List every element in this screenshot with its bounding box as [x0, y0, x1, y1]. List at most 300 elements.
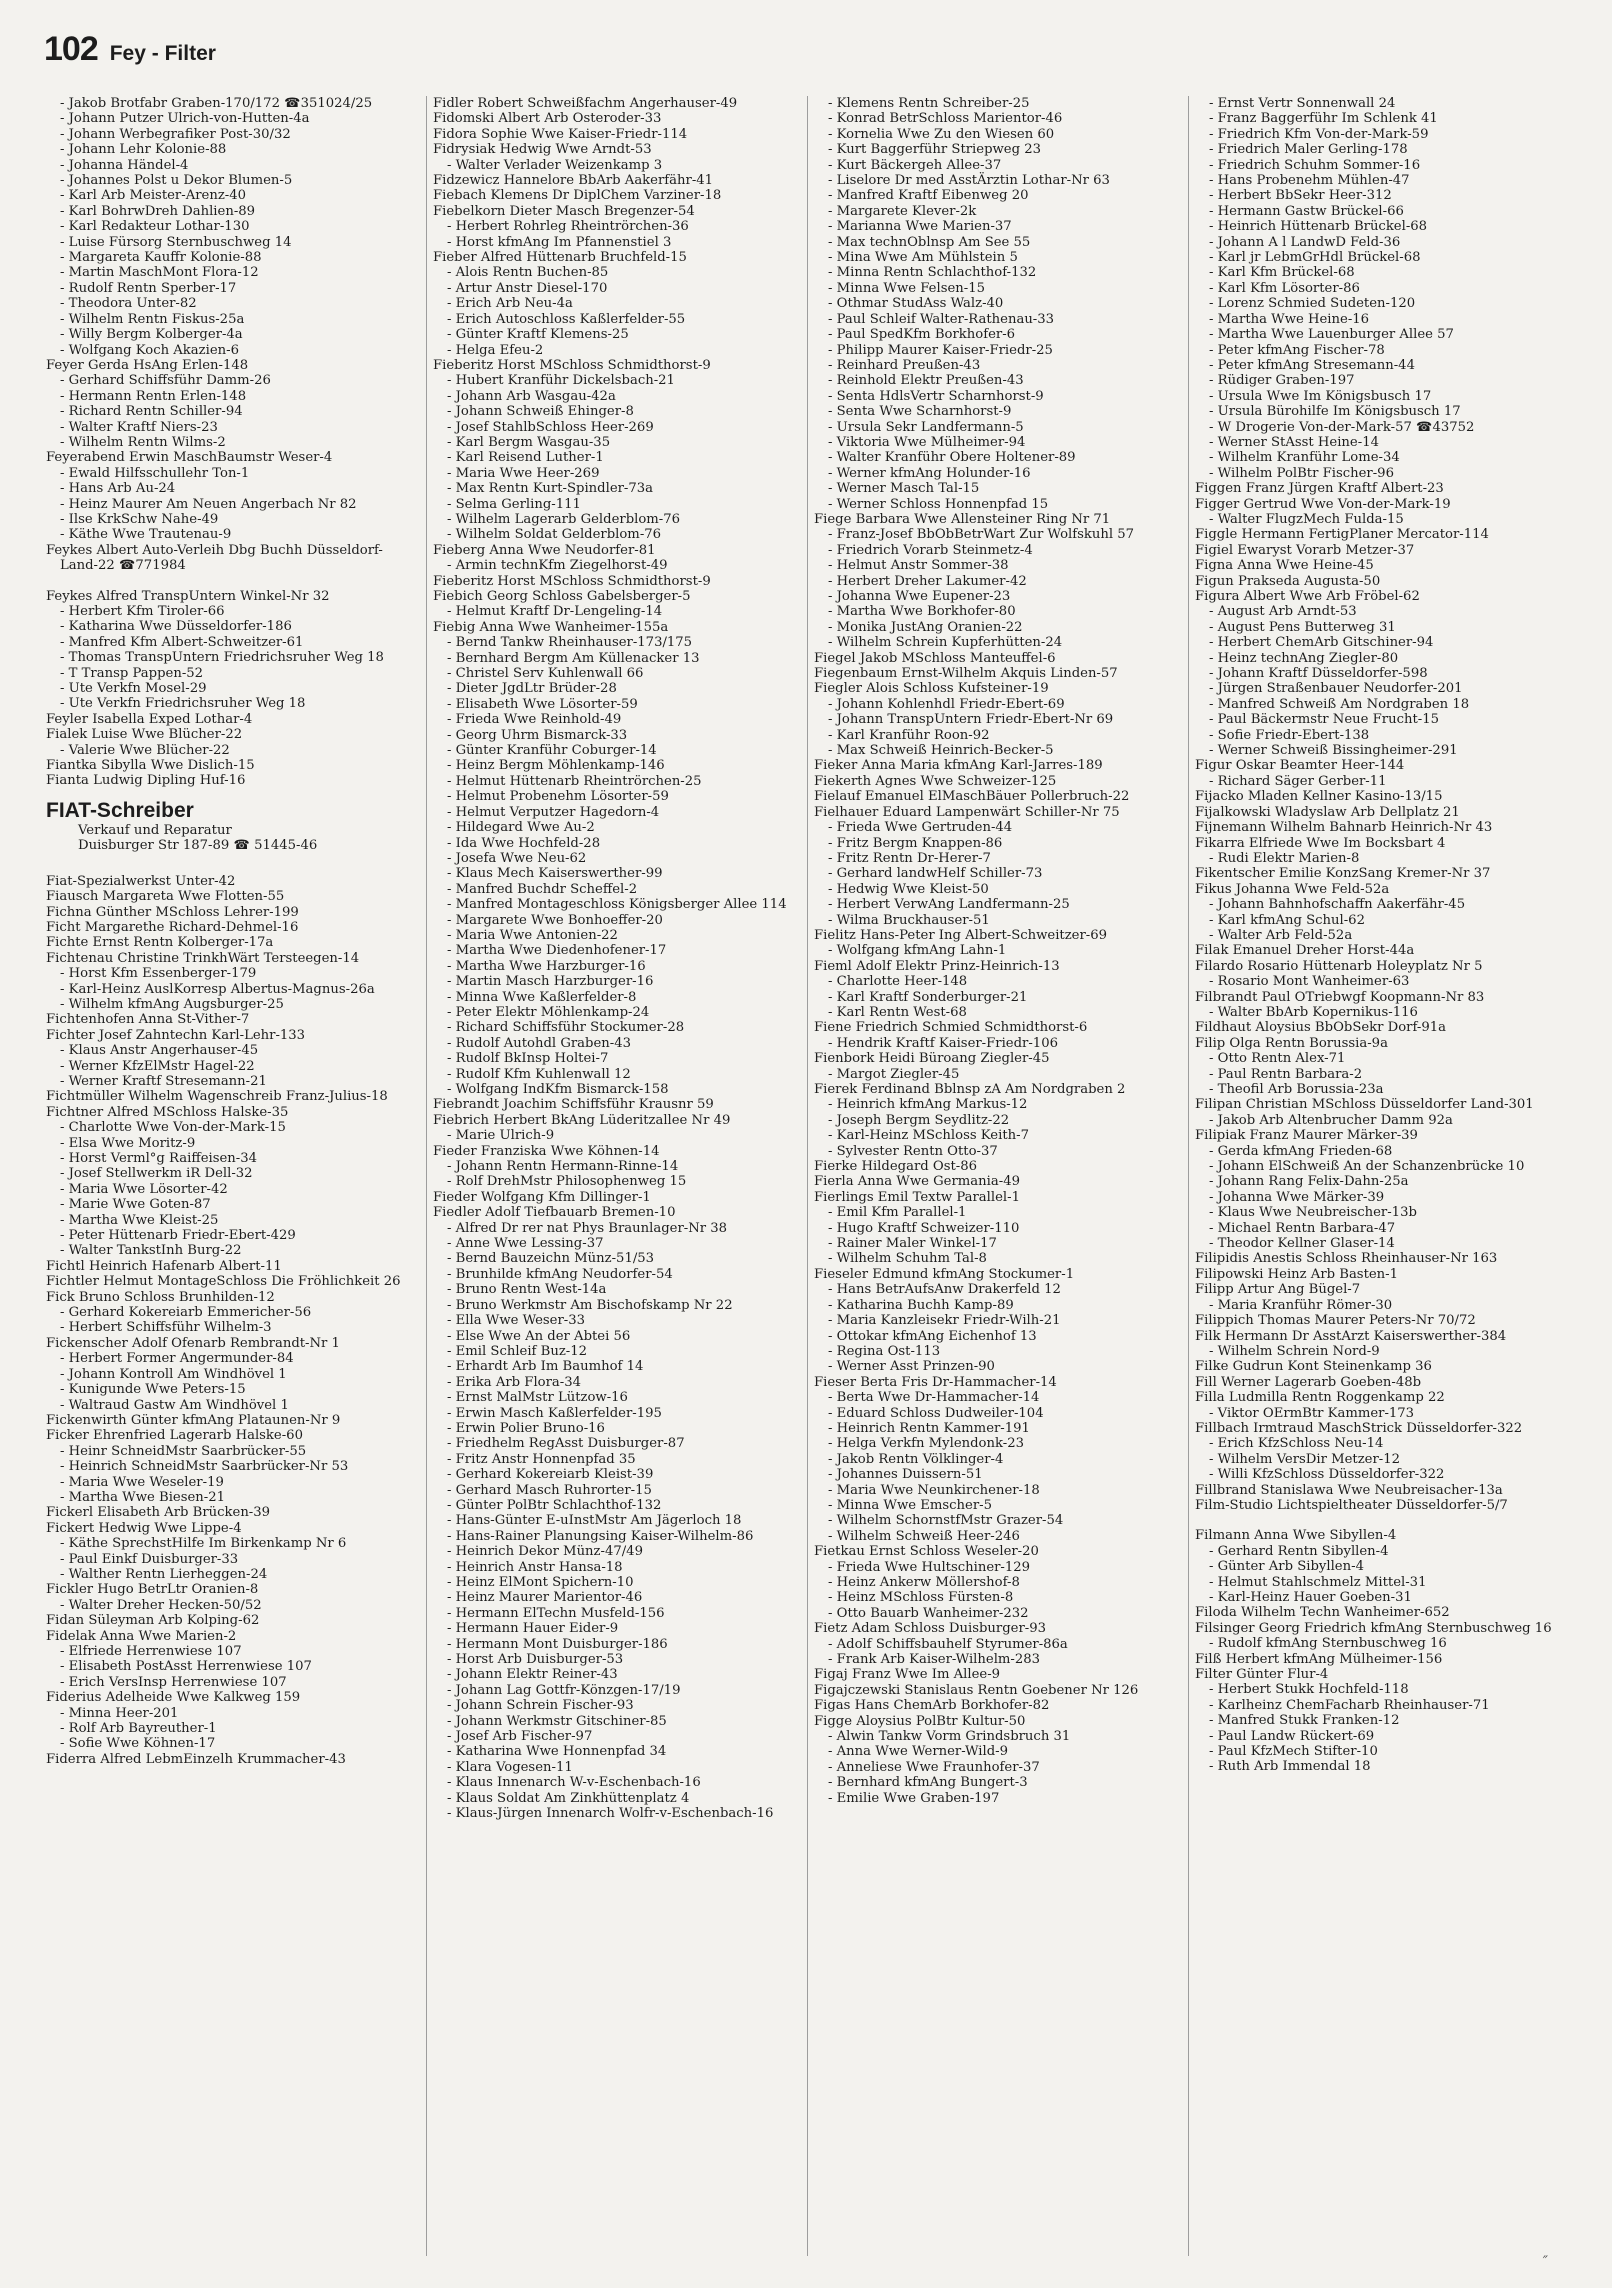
directory-entry: Fieder Franziska Wwe Köhnen-14	[433, 1143, 660, 1159]
directory-entry: Fieker Anna Maria kfmAng Karl-Jarres-189	[814, 758, 1103, 774]
directory-entry: - Erich Autoschloss Kaßlerfelder-55	[447, 311, 686, 327]
directory-entry: - Horst Verml°g Raiffeisen-34	[60, 1151, 258, 1166]
directory-entry: - Hermann Mont Duisburger-186	[447, 1636, 668, 1652]
directory-entry: Fieseler Edmund kfmAng Stockumer-1	[814, 1266, 1075, 1282]
directory-entry: - Mina Wwe Am Mühlstein 5	[828, 250, 1018, 266]
directory-entry: - Ute Verkfn Mosel-29	[60, 681, 207, 697]
directory-entry: Filla Ludmilla Rentn Roggenkamp 22	[1195, 1390, 1445, 1406]
directory-entry: Film-Studio Lichtspieltheater Düsseldorfer-5/7	[1195, 1497, 1508, 1513]
directory-entry: - Ursula Bürohilfe Im Königsbusch 17	[1209, 404, 1461, 420]
directory-entry: - Peter Elektr Möhlenkamp-24	[447, 1004, 650, 1020]
directory-entry: - Hermann ElTechn Musfeld-156	[447, 1605, 665, 1621]
directory-entry: - Rudolf Autohdl Graben-43	[447, 1035, 632, 1051]
directory-entry: - Martha Wwe Biesen-21	[60, 1489, 226, 1505]
directory-entry: - Wilhelm Schweiß Heer-246	[828, 1528, 1020, 1544]
directory-entry: - Heinz MSchloss Fürsten-8	[828, 1590, 1014, 1606]
directory-entry: - Else Wwe An der Abtei 56	[447, 1328, 631, 1344]
directory-entry: - Walther Rentn Lierheggen-24	[60, 1566, 268, 1582]
directory-entry: - Heinz Maurer Am Neuen Angerbach Nr 82	[60, 496, 357, 512]
directory-entry: - Johannes Polst u Dekor Blumen-5	[60, 173, 293, 189]
directory-entry: Fiderius Adelheide Wwe Kalkweg 159	[46, 1690, 301, 1706]
directory-entry: - Klemens Rentn Schreiber-25	[828, 96, 1030, 111]
directory-entry: - Johann Kontroll Am Windhövel 1	[60, 1366, 287, 1382]
page-header	[44, 30, 216, 74]
directory-entry: - Hans Arb Au-24	[60, 481, 176, 497]
directory-entry: - Werner Schloss Honnenpfad 15	[828, 496, 1049, 512]
corner-mark: ″	[1542, 2254, 1548, 2270]
directory-entry: - Theodor Kellner Glaser-14	[1209, 1236, 1395, 1252]
directory-entry: - Ursula Sekr Landfermann-5	[828, 419, 1024, 435]
directory-entry: - Kurt Bäckergeh Allee-37	[828, 157, 1002, 173]
directory-entry: - Martha Wwe Kleist-25	[60, 1212, 219, 1228]
directory-entry: - Gerhard Schiffsführ Damm-26	[60, 373, 271, 389]
directory-entry: - Walter Kranführ Obere Holtener-89	[828, 450, 1076, 466]
directory-entry: Fickler Hugo BetrLtr Oranien-8	[46, 1582, 259, 1598]
directory-entry: Filoda Wilhelm Techn Wanheimer-652	[1195, 1605, 1450, 1621]
directory-entry: Figna Anna Wwe Heine-45	[1195, 558, 1374, 574]
directory-entry: - Josefa Wwe Neu-62	[447, 850, 587, 866]
directory-entry: Fichna Günther MSchloss Lehrer-199	[46, 904, 299, 920]
directory-entry: - Klara Vogesen-11	[447, 1759, 573, 1775]
directory-entry: - Martha Wwe Harzburger-16	[447, 958, 646, 974]
directory-entry: Figun Prakseda Augusta-50	[1195, 573, 1381, 589]
directory-entry: - Hans BetrAufsAnw Drakerfeld 12	[828, 1282, 1061, 1298]
directory-entry: - Johanna Wwe Märker-39	[1209, 1189, 1385, 1205]
directory-entry: - Maria Wwe Antonien-22	[447, 927, 618, 943]
directory-entry: - Minna Wwe Kaßlerfelder-8	[447, 989, 637, 1005]
directory-entry: - Helmut Hüttenarb Rheintrörchen-25	[447, 773, 702, 789]
directory-entry: - Johann Lehr Kolonie-88	[60, 142, 227, 158]
directory-entry: - Anna Wwe Werner-Wild-9	[828, 1744, 1009, 1760]
directory-entry: - Elsa Wwe Moritz-9	[60, 1135, 196, 1151]
directory-entry: - Ruth Arb Immendal 18	[1209, 1759, 1371, 1775]
directory-entry: Fiebig Anna Wwe Wanheimer-155a	[433, 619, 669, 635]
directory-entry: - Hubert Kranführ Dickelsbach-21	[447, 373, 675, 389]
directory-entry: - Frieda Wwe Reinhold-49	[447, 712, 622, 728]
directory-entry: - Günter Kranführ Coburger-14	[447, 743, 657, 759]
directory-entry: Filbrandt Paul OTriebwgf Koopmann-Nr 83	[1195, 989, 1485, 1005]
directory-entry: - Rosario Mont Wanheimer-63	[1209, 974, 1410, 990]
directory-entry: - Valerie Wwe Blücher-22	[60, 742, 230, 758]
directory-entry: Feyer Gerda HsAng Erlen-148	[46, 357, 249, 373]
directory-entry: Fieberg Anna Wwe Neudorfer-81	[433, 542, 656, 558]
directory-entry: - Käthe Wwe Trautenau-9	[60, 527, 232, 543]
directory-entry: - Marie Wwe Goten-87	[60, 1197, 211, 1213]
directory-entry: - Karl jr LebmGrHdl Brückel-68	[1209, 250, 1421, 266]
directory-entry: - Martha Wwe Borkhofer-80	[828, 604, 1016, 620]
directory-entry: - Bernd Tankw Rheinhauser-173/175	[447, 635, 693, 651]
directory-entry: - Herbert Kfm Tiroler-66	[60, 604, 225, 619]
directory-entry: - Alois Rentn Buchen-85	[447, 265, 609, 281]
directory-entry: - Wilhelm Schrein Nord-9	[1209, 1343, 1380, 1359]
directory-entry: - Wilhelm Soldat Gelderblom-76	[447, 527, 662, 543]
directory-entry: - Berta Wwe Dr-Hammacher-14	[828, 1390, 1040, 1406]
directory-entry: Fielauf Emanuel ElMaschBäuer Pollerbruch-22	[814, 789, 1130, 805]
directory-entry: - Theodora Unter-82	[60, 296, 197, 312]
directory-entry: Ficker Ehrenfried Lagerarb Halske-60	[46, 1428, 303, 1444]
directory-entry: - Hermann Gastw Brückel-66	[1209, 203, 1404, 219]
directory-entry: - Emil Kfm Parallel-1	[828, 1205, 967, 1221]
directory-entry: - Brunhilde kfmAng Neudorfer-54	[447, 1266, 673, 1282]
directory-entry: - Horst kfmAng Im Pfannenstiel 3	[447, 234, 672, 250]
directory-entry: - Senta Wwe Scharnhorst-9	[828, 404, 1012, 420]
directory-entry: - Walter Dreher Hecken-50/52	[60, 1597, 262, 1613]
directory-entry: - Ute Verkfn Friedrichsruher Weg 18	[60, 696, 306, 712]
directory-entry: Fickenscher Adolf Ofenarb Rembrandt-Nr 1	[46, 1335, 340, 1351]
directory-entry: Filmann Anna Wwe Sibyllen-4	[1195, 1528, 1397, 1544]
directory-entry: - Ottokar kfmAng Eichenhof 13	[828, 1328, 1037, 1344]
directory-entry: Fiegel Jakob MSchloss Manteuffel-6	[814, 650, 1056, 666]
directory-entry: - Manfred Buchdr Scheffel-2	[447, 881, 638, 897]
directory-entry: - Fritz Anstr Honnenpfad 35	[447, 1451, 636, 1467]
directory-entry: - Margareta Kauffr Kolonie-88	[60, 250, 262, 266]
directory-entry: - Martha Wwe Lauenburger Allee 57	[1209, 327, 1454, 343]
directory-entry: - Johannes Duissern-51	[828, 1467, 983, 1483]
directory-entry: Fidzewicz Hannelore BbArb Aakerfähr-41	[433, 173, 714, 189]
directory-entry: - Armin technKfm Ziegelhorst-49	[447, 558, 668, 574]
directory-entry: Fielitz Hans-Peter Ing Albert-Schweitzer-69	[814, 927, 1108, 943]
directory-entry: - Gerhard Masch Ruhrorter-15	[447, 1482, 652, 1498]
directory-entry: - Elfriede Herrenwiese 107	[60, 1644, 242, 1659]
directory-entry: Fiedler Adolf Tiefbauarb Bremen-10	[433, 1205, 676, 1221]
directory-entry: - Martha Wwe Heine-16	[1209, 311, 1370, 327]
directory-entry: - Peter kfmAng Fischer-78	[1209, 342, 1385, 358]
directory-entry: - Käthe SprechstHilfe Im Birkenkamp Nr 6	[60, 1536, 347, 1552]
directory-entry: - Walter Arb Feld-52a	[1209, 927, 1353, 943]
directory-entry: - Karl-Heinz Hauer Goeben-31	[1209, 1590, 1412, 1605]
column-1	[46, 96, 427, 2256]
directory-entry: - Klaus Wwe Neubreischer-13b	[1209, 1205, 1417, 1221]
directory-entry: - Wolfgang Koch Akazien-6	[60, 342, 239, 358]
directory-entry: - Johann Putzer Ulrich-von-Hutten-4a	[60, 111, 310, 127]
directory-entry: - Werner Masch Tal-15	[828, 481, 980, 497]
directory-entry: Filip Olga Rentn Borussia-9a	[1195, 1035, 1388, 1051]
directory-entry: - Paul SpedKfm Borkhofer-6	[828, 327, 1016, 343]
directory-entry: - W Drogerie Von-der-Mark-57 ☎43752	[1209, 419, 1475, 435]
directory-entry: - Maria Kranführ Römer-30	[1209, 1297, 1393, 1313]
page-number: 102	[44, 30, 98, 68]
directory-entry: - Othmar StudAss Walz-40	[828, 296, 1004, 312]
directory-entry: - Karl Arb Meister-Arenz-40	[60, 188, 247, 204]
directory-entry: Fierlings Emil Textw Parallel-1	[814, 1189, 1020, 1205]
directory-entry: - Rudi Elektr Marien-8	[1209, 850, 1360, 866]
directory-entry: Fick Bruno Schloss Brunhilden-12	[46, 1289, 275, 1305]
directory-entry: - Herbert Stukk Hochfeld-118	[1209, 1682, 1409, 1698]
directory-entry: Filter Günter Flur-4	[1195, 1667, 1329, 1683]
directory-entry: - Erwin Polier Bruno-16	[447, 1420, 605, 1436]
directory-entry: - Günter PolBtr Schlachthof-132	[447, 1497, 662, 1513]
directory-entry: - Willy Bergm Kolberger-4a	[60, 327, 243, 343]
directory-entry: Fieberitz Horst MSchloss Schmidthorst-9	[433, 573, 711, 589]
directory-entry: - Wilhelm VersDir Metzer-12	[1209, 1451, 1400, 1467]
columns	[46, 96, 1572, 2256]
directory-entry: - Johann Schweiß Ehinger-8	[447, 404, 634, 420]
directory-entry: Fichtenau Christine TrinkhWärt Tersteegen-14	[46, 950, 360, 966]
directory-entry: - Werner StAsst Heine-14	[1209, 434, 1379, 450]
directory-entry: - Wolfgang IndKfm Bismarck-158	[447, 1082, 669, 1097]
directory-entry: - Luise Fürsorg Sternbuschweg 14	[60, 234, 292, 250]
directory-entry: - Klaus-Jürgen Innenarch Wolfr-v-Eschenbach-16	[447, 1806, 774, 1822]
directory-entry: - Heinz technAng Ziegler-80	[1209, 650, 1399, 666]
directory-entry: Fiebrandt Joachim Schiffsführ Krausnr 59	[433, 1097, 714, 1113]
directory-entry: Fijalkowski Wladyslaw Arb Dellplatz 21	[1195, 804, 1460, 820]
directory-entry: - Adolf Schiffsbauhelf Styrumer-86a	[828, 1636, 1068, 1652]
directory-entry: Fiebich Georg Schloss Gabelsberger-5	[433, 589, 691, 604]
directory-entry: - Josef Arb Fischer-97	[447, 1729, 593, 1745]
directory-entry: - Heinrich kfmAng Markus-12	[828, 1097, 1028, 1113]
directory-entry: - Hendrik Kraftf Kaiser-Friedr-106	[828, 1035, 1058, 1051]
directory-entry: - Richard Schiffsführ Stockumer-28	[447, 1020, 685, 1036]
directory-entry: - Viktoria Wwe Mülheimer-94	[828, 434, 1026, 450]
directory-entry: Fickert Hedwig Wwe Lippe-4	[46, 1520, 242, 1536]
directory-entry: - Max technOblnsp Am See 55	[828, 234, 1031, 250]
directory-entry: Filipan Christian MSchloss Düsseldorfer Land-301	[1195, 1097, 1534, 1113]
directory-entry: - Gerhard Kokereiarb Emmericher-56	[60, 1305, 312, 1321]
directory-entry: - Helmut Verputzer Hagedorn-4	[447, 804, 660, 820]
directory-entry: Feyerabend Erwin MaschBaumstr Weser-4	[46, 450, 333, 466]
directory-entry: - Werner Schweiß Bissingheimer-291	[1209, 743, 1458, 759]
directory-entry: Fikarra Elfriede Wwe Im Bocksbart 4	[1195, 835, 1446, 851]
directory-entry: - Sofie Wwe Köhnen-17	[60, 1736, 216, 1752]
directory-entry: Fiat-Spezialwerkst Unter-42	[46, 873, 236, 889]
directory-entry: - Paul KfzMech Stifter-10	[1209, 1744, 1378, 1760]
directory-entry: - Friedhelm RegAsst Duisburger-87	[447, 1436, 685, 1452]
directory-entry: - Karl kfmAng Schul-62	[1209, 912, 1365, 928]
directory-entry: Fiderra Alfred LebmEinzelh Krummacher-43	[46, 1751, 346, 1767]
directory-entry: - Josef Stellwerkm iR Dell-32	[60, 1166, 253, 1182]
directory-entry: - Erich KfzSchloss Neu-14	[1209, 1436, 1384, 1452]
directory-entry: - Sofie Friedr-Ebert-138	[1209, 727, 1370, 743]
directory-entry: Fickenwirth Günter kfmAng Plataunen-Nr 9	[46, 1412, 341, 1428]
directory-entry: - Jakob Rentn Völklinger-4	[828, 1451, 1004, 1467]
directory-entry: - Paul Landw Rückert-69	[1209, 1728, 1375, 1744]
directory-entry: - Eduard Schloss Dudweiler-104	[828, 1405, 1044, 1421]
directory-entry: - Karl Redakteur Lothar-130	[60, 219, 250, 235]
directory-entry: - Senta HdlsVertr Scharnhorst-9	[828, 388, 1044, 404]
directory-entry: - Hermann Hauer Eider-9	[447, 1621, 619, 1637]
directory-entry: Fieml Adolf Elektr Prinz-Heinrich-13	[814, 958, 1060, 974]
directory-entry: - Karl Reisend Luther-1	[447, 450, 604, 466]
directory-entry: Fieser Berta Fris Dr-Hammacher-14	[814, 1374, 1057, 1390]
directory-entry: Fidan Süleyman Arb Kolping-62	[46, 1613, 260, 1629]
directory-entry: - Manfred Montageschloss Königsberger Allee 114	[447, 897, 787, 913]
directory-entry: - Max Rentn Kurt-Spindler-73a	[447, 481, 654, 497]
directory-entry: - Peter Hüttenarb Friedr-Ebert-429	[60, 1228, 296, 1244]
directory-entry: - Katharina Wwe Düsseldorfer-186	[60, 619, 292, 635]
directory-entry: - Maria Kanzleisekr Friedr-Wilh-21	[828, 1313, 1061, 1329]
ad-line: Verkauf und Reparatur	[78, 822, 232, 838]
directory-entry: Fiegenbaum Ernst-Wilhelm Akquis Linden-57	[814, 666, 1118, 682]
directory-entry: - Reinhard Preußen-43	[828, 357, 981, 373]
directory-entry: - Herbert Former Angermunder-84	[60, 1351, 294, 1367]
directory-entry: Fiekerth Agnes Wwe Schweizer-125	[814, 773, 1057, 789]
directory-entry: - Lorenz Schmied Sudeten-120	[1209, 296, 1416, 312]
directory-entry: - Joseph Bergm Seydlitz-22	[828, 1112, 1010, 1128]
directory-entry: - Hugo Kraftf Schweizer-110	[828, 1220, 1020, 1236]
directory-entry: - Friedrich Schuhm Sommer-16	[1209, 157, 1421, 173]
directory-entry: Fierla Anna Wwe Germania-49	[814, 1174, 1020, 1190]
directory-entry: - Max Schweiß Heinrich-Becker-5	[828, 743, 1054, 759]
directory-entry: Fieberitz Horst MSchloss Schmidthorst-9	[433, 357, 711, 373]
directory-entry: - Werner KfzElMstr Hagel-22	[60, 1058, 255, 1074]
directory-entry: - Horst Arb Duisburger-53	[447, 1652, 624, 1668]
directory-entry: Figas Hans ChemArb Borkhofer-82	[814, 1698, 1050, 1714]
directory-entry: - Johann Rentn Hermann-Rinne-14	[447, 1159, 679, 1175]
directory-entry: - Walter BbArb Kopernikus-116	[1209, 1004, 1418, 1020]
directory-entry: Fikus Johanna Wwe Feld-52a	[1195, 881, 1390, 897]
directory-entry: - Klaus Innenarch W-v-Eschenbach-16	[447, 1775, 701, 1791]
directory-entry: - Maria Wwe Lösorter-42	[60, 1181, 228, 1197]
directory-entry: - Wilhelm PolBtr Fischer-96	[1209, 465, 1394, 481]
directory-entry: - Günter Arb Sibyllen-4	[1209, 1559, 1364, 1575]
directory-entry: Fijnemann Wilhelm Bahnarb Heinrich-Nr 43	[1195, 820, 1493, 836]
directory-entry: - Theofil Arb Borussia-23a	[1209, 1082, 1384, 1097]
directory-entry: Fillbach Irmtraud MaschStrick Düsseldorfer-322	[1195, 1420, 1523, 1436]
directory-entry: Filipidis Anestis Schloss Rheinhauser-Nr 163	[1195, 1251, 1498, 1267]
directory-entry: - Paul Schleif Walter-Rathenau-33	[828, 311, 1055, 327]
directory-entry: Fieder Wolfgang Kfm Dillinger-1	[433, 1189, 651, 1205]
directory-entry: - Kornelia Wwe Zu den Wiesen 60	[828, 126, 1055, 142]
directory-entry: Fidelak Anna Wwe Marien-2	[46, 1628, 237, 1644]
directory-entry: - Otto Bauarb Wanheimer-232	[828, 1605, 1029, 1621]
directory-entry: - Karl Rentn West-68	[828, 1004, 967, 1020]
column-4	[1189, 96, 1570, 2256]
directory-entry: Fiene Friedrich Schmied Schmidthorst-6	[814, 1020, 1088, 1036]
directory-entry: - Bruno Rentn West-14a	[447, 1282, 607, 1298]
directory-entry: - Gerhard landwHelf Schiller-73	[828, 866, 1043, 882]
directory-entry: - Wilhelm Lagerarb Gelderblom-76	[447, 511, 681, 527]
directory-entry: - Hedwig Wwe Kleist-50	[828, 881, 989, 897]
directory-entry: - Heinrich Anstr Hansa-18	[447, 1559, 623, 1575]
directory-entry: Figura Albert Wwe Arb Fröbel-62	[1195, 589, 1420, 604]
directory-entry: - Ernst Vertr Sonnenwall 24	[1209, 96, 1396, 111]
directory-entry: - Artur Anstr Diesel-170	[447, 280, 608, 296]
directory-entry: - Heinrich Dekor Münz-47/49	[447, 1544, 643, 1560]
directory-entry: - Ernst MalMstr Lützow-16	[447, 1390, 628, 1406]
directory-entry: Fill Werner Lagerarb Goeben-48b	[1195, 1374, 1422, 1390]
directory-entry: Figur Oskar Beamter Heer-144	[1195, 758, 1405, 774]
directory-entry: - Johann Werbegrafiker Post-30/32	[60, 126, 291, 142]
directory-entry: - Bernhard Bergm Am Küllenacker 13	[447, 650, 700, 666]
directory-entry: - Erwin Masch Kaßlerfelder-195	[447, 1405, 662, 1421]
directory-entry: Fietz Adam Schloss Duisburger-93	[814, 1621, 1047, 1637]
directory-entry: - Anne Wwe Lessing-37	[447, 1236, 604, 1252]
directory-entry: - Gerda kfmAng Frieden-68	[1209, 1143, 1393, 1159]
directory-entry: - Rolf DrehMstr Philosophenweg 15	[447, 1174, 687, 1190]
directory-entry: - Hans-Günter E-uInstMstr Am Jägerloch 18	[447, 1513, 742, 1529]
directory-entry: - Johann Kraftf Düsseldorfer-598	[1209, 666, 1428, 682]
directory-entry: - Gerhard Kokereiarb Kleist-39	[447, 1467, 654, 1483]
directory-entry: - Konrad BetrSchloss Marientor-46	[828, 111, 1063, 127]
directory-entry: - Johann ElSchweiß An der Schanzenbrücke 10	[1209, 1159, 1525, 1175]
directory-entry: - Karl-Heinz AuslKorresp Albertus-Magnus-26a	[60, 981, 375, 997]
directory-entry: - Wilhelm kfmAng Augsburger-25	[60, 996, 284, 1012]
advertisement	[46, 799, 414, 854]
directory-entry: - Michael Rentn Barbara-47	[1209, 1220, 1396, 1236]
directory-entry: - Katharina Buchh Kamp-89	[828, 1297, 1014, 1313]
directory-entry: Fiebelkorn Dieter Masch Bregenzer-54	[433, 203, 695, 219]
directory-entry: - August Pens Butterweg 31	[1209, 619, 1396, 635]
directory-entry: - Heinz Bergm Möhlenkamp-146	[447, 758, 665, 774]
directory-entry: - Wilhelm Rentn Fiskus-25a	[60, 311, 245, 327]
directory-entry: Fildhaut Aloysius BbObSekr Dorf-91a	[1195, 1020, 1446, 1036]
directory-entry: - Karl-Heinz MSchloss Keith-7	[828, 1128, 1029, 1144]
directory-entry: Filak Emanuel Dreher Horst-44a	[1195, 943, 1415, 959]
directory-entry: - Manfred Kraftf Eibenweg 20	[828, 188, 1029, 204]
directory-entry: Fichtler Helmut MontageSchloss Die Fröhlichkeit 26	[46, 1274, 401, 1290]
directory-entry: - Bruno Werkmstr Am Bischofskamp Nr 22	[447, 1297, 733, 1313]
directory-entry: - Philipp Maurer Kaiser-Friedr-25	[828, 342, 1053, 358]
directory-entry: - Viktor OErmBtr Kammer-173	[1209, 1405, 1415, 1421]
column-2	[427, 96, 808, 2256]
directory-entry: - Bernd Bauzeichn Münz-51/53	[447, 1251, 655, 1267]
directory-entry: - Klaus Soldat Am Zinkhüttenplatz 4	[447, 1790, 690, 1806]
directory-entry: Fiebach Klemens Dr DiplChem Varziner-18	[433, 188, 722, 204]
directory-entry: - Emilie Wwe Graben-197	[828, 1790, 1000, 1806]
directory-entry: - Herbert Schiffsführ Wilhelm-3	[60, 1320, 272, 1336]
directory-entry: Fijacko Mladen Kellner Kasino-13/15	[1195, 789, 1443, 805]
directory-entry: - Karlheinz ChemFacharb Rheinhauser-71	[1209, 1697, 1490, 1713]
directory-entry: Fichte Ernst Rentn Kolberger-17a	[46, 935, 274, 951]
directory-entry: - Heinrich SchneidMstr Saarbrücker-Nr 53	[60, 1459, 349, 1475]
directory-entry: - Alfred Dr rer nat Phys Braunlager-Nr 38	[447, 1220, 728, 1236]
directory-entry: - Werner Kraftf Stresemann-21	[60, 1073, 267, 1089]
directory-entry: - Peter kfmAng Stresemann-44	[1209, 357, 1415, 373]
directory-entry: - Wilhelm Rentn Wilms-2	[60, 434, 226, 450]
directory-entry: Filardo Rosario Hüttenarb Holeyplatz Nr 5	[1195, 958, 1483, 974]
directory-entry: - Selma Gerling-111	[447, 496, 581, 512]
directory-entry: - Manfred Kfm Albert-Schweitzer-61	[60, 634, 304, 650]
directory-entry: Fierke Hildegard Ost-86	[814, 1159, 978, 1175]
directory-entry: Filß Herbert kfmAng Mülheimer-156	[1195, 1651, 1443, 1667]
directory-entry: - Elisabeth Wwe Lösorter-59	[447, 696, 638, 712]
directory-entry: Fidomski Albert Arb Osteroder-33	[433, 111, 662, 127]
directory-entry: - Frank Arb Kaiser-Wilhelm-283	[828, 1652, 1041, 1668]
directory-entry: - Johann Bahnhofschaffn Aakerfähr-45	[1209, 897, 1466, 913]
directory-entry: - Wilhelm Schrein Kupferhütten-24	[828, 635, 1063, 651]
directory-entry: - Rudolf BkInsp Holtei-7	[447, 1051, 609, 1067]
directory-entry: Filipiak Franz Maurer Märker-39	[1195, 1128, 1418, 1144]
directory-entry: - Minna Wwe Felsen-15	[828, 280, 986, 296]
ad-title: FIAT-Schreiber	[46, 798, 194, 822]
directory-entry: - Jakob Brotfabr Graben-170/172 ☎351024/25	[60, 96, 373, 111]
directory-entry: Fiegler Alois Schloss Kufsteiner-19	[814, 681, 1049, 697]
ad-line: Duisburger Str 187-89 ☎ 51445-46	[78, 838, 318, 854]
directory-entry: - Martin MaschMont Flora-12	[60, 265, 259, 281]
directory-entry: - Karl Kraftf Sonderburger-21	[828, 989, 1028, 1005]
running-title: Fey - Filter	[109, 42, 216, 65]
directory-entry: - Werner kfmAng Holunder-16	[828, 465, 1031, 481]
directory-entry: - Johann Schrein Fischer-93	[447, 1698, 634, 1714]
directory-entry: - Johanna Wwe Eupener-23	[828, 589, 1011, 604]
directory-entry: - Franz Baggerführ Im Schlenk 41	[1209, 111, 1438, 127]
directory-entry: - Alwin Tankw Vorm Grindsbruch 31	[828, 1729, 1071, 1745]
directory-entry: - Johann A l LandwD Feld-36	[1209, 234, 1401, 250]
directory-entry: - Werner Asst Prinzen-90	[828, 1359, 995, 1375]
directory-entry: - Paul Rentn Barbara-2	[1209, 1066, 1363, 1082]
directory-entry: Fichtner Alfred MSchloss Halske-35	[46, 1104, 289, 1120]
directory-entry: - Franz-Josef BbObBetrWart Zur Wolfskuhl 57	[828, 527, 1135, 543]
directory-entry: - Kurt Baggerführ Striepweg 23	[828, 142, 1042, 158]
directory-entry: - Martin Masch Harzburger-16	[447, 974, 654, 990]
directory-entry: - Margarete Wwe Bonhoeffer-20	[447, 912, 663, 928]
directory-entry: Ficht Margarethe Richard-Dehmel-16	[46, 919, 299, 935]
directory-entry: - Herbert Dreher Lakumer-42	[828, 573, 1027, 589]
directory-entry: - Johann Elektr Reiner-43	[447, 1667, 618, 1683]
directory-entry: - Klaus Anstr Angerhauser-45	[60, 1043, 259, 1059]
directory-entry: - Otto Rentn Alex-71	[1209, 1051, 1346, 1067]
directory-entry: - Richard Säger Gerber-11	[1209, 773, 1387, 789]
